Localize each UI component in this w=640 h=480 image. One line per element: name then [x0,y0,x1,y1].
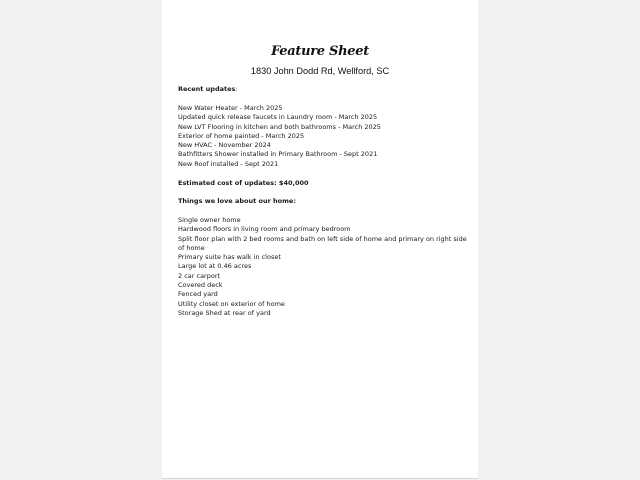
list-item: Large lot at 0.46 acres [178,262,252,271]
list-item: Bathfitters Shower installed in Primary Bathroom - Sept 2021 [178,150,378,159]
list-item: New LVT Flooring in kitchen and both bathrooms - March 2025 [178,122,381,131]
recent-updates-heading-line [178,85,478,94]
list-item: Single owner home [178,216,241,224]
list-item: Primary suite has walk in closet [178,253,281,262]
list-item: Hardwood floors in living room and primary bedroom [178,225,351,234]
recent-updates-list [178,104,478,169]
list-item: New Water Heater - March 2025 [178,104,283,112]
estimated-cost: Estimated cost of updates: $40,000 [178,179,309,187]
list-item: Covered deck [178,281,223,290]
list-item: Exterior of home painted - March 2025 [178,131,305,140]
list-item: Updated quick release faucets in Laundry room - March 2025 [178,113,378,122]
recent-updates-heading: Recent updates [178,85,236,93]
list-item: 2 car carport [178,271,221,280]
page-title: Feature Sheet [271,44,369,59]
property-address: 1830 John Dodd Rd, Wellford, SC [250,66,390,76]
document-page [162,0,478,479]
recent-updates-colon: : [235,85,238,93]
list-item: Utility closet on exterior of home [178,299,285,308]
list-item: Storage Shed at rear of yard [178,308,271,317]
list-item: Fenced yard [178,290,218,299]
things-we-love-heading: Things we love about our home: [178,197,296,205]
things-we-love-list [178,216,478,318]
list-item: Split floor plan with 2 bed rooms and bath on left side of home and primary on right side of home [178,234,467,252]
list-item: New Roof installed - Sept 2021 [178,159,279,168]
list-item: New HVAC - November 2024 [178,141,271,150]
